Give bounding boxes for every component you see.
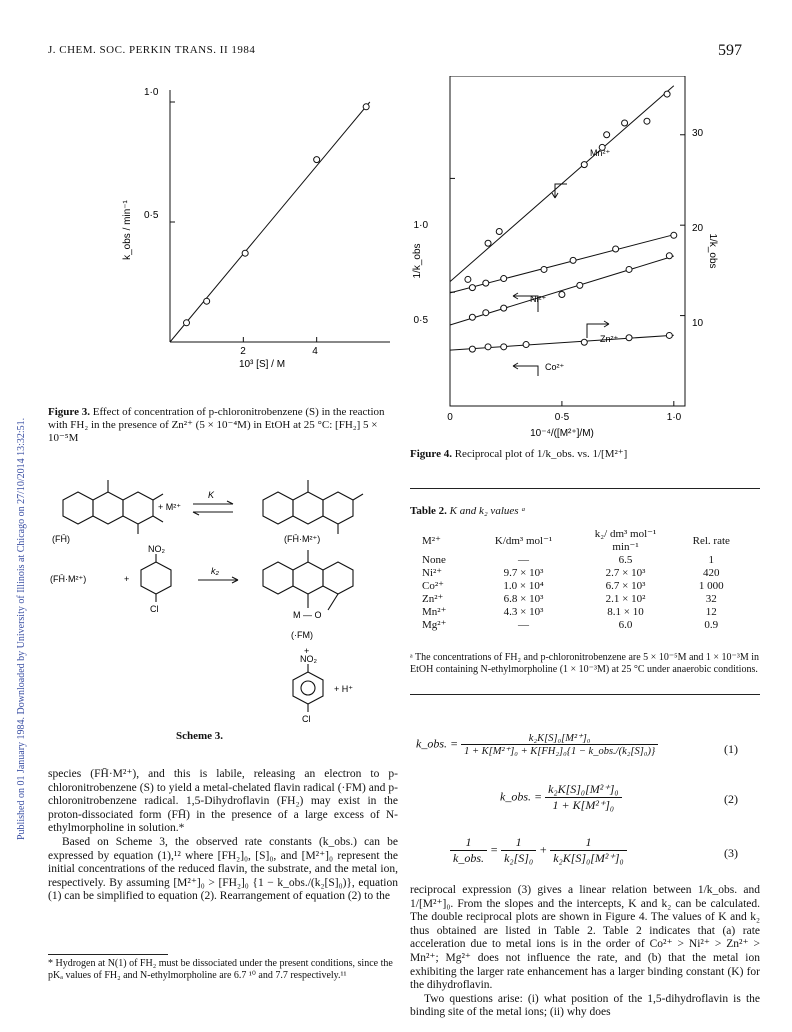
scheme-3-label: Scheme 3.: [176, 730, 224, 742]
fig4-data-point-mn: [581, 162, 587, 168]
table-cell: 1.0 × 10⁴: [503, 580, 544, 592]
fig4-data-point-zn: [469, 314, 475, 320]
table-cell: 6.7 × 10³: [605, 580, 646, 592]
footnote-rule: [48, 954, 168, 955]
scheme-label-h-plus: + H⁺: [334, 684, 354, 694]
table-header-cell: Rel. rate: [692, 534, 730, 547]
figure-3-chart: [110, 80, 400, 370]
fig4-xtick-label: 0·5: [554, 412, 570, 423]
fig3-data-point: [314, 157, 320, 163]
scheme-3-diagram: [48, 470, 403, 760]
fig4-y-axis-label-right: 1/k_obs: [707, 233, 718, 269]
page-number: 597: [718, 42, 742, 59]
eq1-number: (1): [724, 742, 738, 756]
fig3-ytick-label: 0·5: [144, 210, 159, 221]
scheme-plus: +: [124, 574, 130, 584]
fig4-data-point-mn: [465, 276, 471, 282]
eq3-number: (3): [724, 846, 738, 860]
eq3-term2-numerator: 1: [550, 835, 626, 851]
eq1-denominator: 1 + K[M²⁺]₀ + K[FH₂]₀{1 − k_obs./(k₂[S]₀)}: [464, 746, 656, 757]
running-header: J. CHEM. SOC. PERKIN TRANS. II 1984: [48, 44, 256, 56]
table-cell: Co²⁺: [422, 580, 444, 592]
table-2-top-rule: [410, 488, 760, 489]
fig3-x-axis-label: 10³ [S] / M: [238, 359, 286, 370]
scheme-label-cl: Cl: [150, 604, 159, 614]
eq2-lhs: k_obs. =: [500, 789, 543, 804]
fig4-data-point-zn: [666, 253, 672, 259]
table-2-title-label: Table 2.: [410, 505, 447, 517]
paragraph: reciprocal expression (3) gives a linear relation between 1/k_obs. and 1/[M²⁺]₀. From the slopes and the intercepts, K and k₂ can be calculated. The double reciprocal plots are shown in Figure 4. The values of K and k₂ thus obtained are listed in Table 2. Table 2 indicates that (a) rate acceleration due to metal ions is in the order of Co²⁺ > Ni²⁺ > Zn²⁺ > Mn²⁺; Mg²⁺ does not influence the rate, and (b) that the metal ion exhibiting the larger rate enhancement has a larger binding constant (K) for the dihydroflavin.: [410, 884, 760, 992]
fig3-data-point: [184, 320, 190, 326]
scheme-label-fh: (FH̄): [52, 534, 70, 544]
fig4-data-point-ni: [541, 266, 547, 272]
figure-3-caption-label: Figure 3.: [48, 406, 90, 418]
fig4-data-point-mn: [604, 132, 610, 138]
table-2-footnote: ᵃ The concentrations of FH₂ and p-chloronitrobenzene are 5 × 10⁻⁵M and 1 × 10⁻³M in EtOH containing N-ethylmorpholine (1 × 10⁻³M) at 25 °C under anaerobic conditions.: [410, 652, 759, 675]
eq1-numerator: k₂K[S]₀[M²⁺]₀: [461, 732, 658, 745]
fig4-data-point-co: [626, 335, 632, 341]
fig4-data-point-co: [666, 332, 672, 338]
fig3-ytick-label: 1·0: [144, 87, 159, 98]
eq2-number: (2): [724, 792, 738, 806]
fig4-xtick-label: 0: [447, 412, 453, 423]
fig4-ytick-right: 30: [692, 128, 704, 139]
table-header-cell: K/dm³ mol⁻¹: [494, 534, 553, 547]
fig4-data-point-zn: [483, 310, 489, 316]
eq3-term1-numerator: 1: [501, 835, 536, 851]
fig4-data-point-mn: [644, 118, 650, 124]
eq3-plus: +: [539, 842, 548, 857]
fig3-xtick-label: 2: [240, 346, 246, 357]
table-row: [418, 567, 748, 580]
equation-1: [416, 732, 746, 757]
figure-4-caption-label: Figure 4.: [410, 448, 452, 460]
scheme-label-m-o: M — O: [293, 610, 322, 620]
table-cell: None: [422, 554, 446, 566]
fig4-data-point-ni: [570, 257, 576, 263]
scheme-label-no2: NO₂: [148, 544, 165, 554]
fig4-x-axis-label: 10⁻⁴/([M²⁺]/M): [530, 428, 594, 439]
table-cell: 4.3 × 10³: [503, 606, 544, 618]
table-header-cell: k₂/ dm³ mol⁻¹ min⁻¹: [594, 528, 657, 553]
fig4-data-point-mn: [664, 91, 670, 97]
fig4-data-point-ni: [501, 276, 507, 282]
table-2-title-text: K and k₂ values ᵃ: [449, 505, 526, 517]
fig3-data-point: [242, 250, 248, 256]
eq3-lhs-numerator: 1: [450, 835, 487, 851]
fig4-data-point-co: [469, 346, 475, 352]
table-cell: 0.9: [704, 619, 719, 631]
fig4-data-point-co: [501, 344, 507, 350]
fig4-series-label-ni: Ni²⁺: [530, 294, 547, 304]
table-2: [418, 528, 748, 632]
download-sidebar-note: [2, 120, 27, 840]
table-cell: Mn²⁺: [422, 606, 447, 618]
fig4-data-point-co: [581, 339, 587, 345]
fig4-data-point-mn: [485, 240, 491, 246]
table-row: [418, 619, 748, 632]
scheme-label-k2: k₂: [211, 566, 219, 576]
fig3-data-point: [204, 298, 210, 304]
table-cell: —: [518, 619, 530, 631]
table-cell: 6.8 × 10³: [503, 593, 544, 605]
paragraph: Based on Scheme 3, the observed rate constants (k_obs.) can be expressed by equation (1),¹² where [FH₂]₀, [S]₀, and [M²⁺]₀ represent the initial concentrations of the reduced flavin, the substrate, and the metal ion, respectively. By assuming [M²⁺]₀ > [FH₂]₀ {1 − k_obs./(k₂[S]₀)}, equation (1) can be simplified to equation (2). Rearrangement of equation (2) to the: [48, 835, 398, 903]
table-cell: 2.1 × 10²: [605, 593, 646, 605]
table-cell: 8.1 × 10: [607, 606, 644, 618]
eq3-equals: =: [490, 842, 499, 857]
scheme-label-fh-m: (FH̄·M²⁺): [284, 534, 321, 544]
fig4-ytick-right: 10: [692, 318, 704, 329]
scheme-label-m2-plus: + M²⁺: [158, 502, 182, 512]
equation-3: [450, 835, 627, 866]
paragraph: Two questions arise: (i) what position of the 1,5-dihydroflavin is the binding site of the metal ions; (ii) why does: [410, 992, 760, 1019]
footnote: * Hydrogen at N(1) of FH₂ must be dissociated under the present conditions, since the pKₐ values of FH₂ and N-ethylmorpholine are 6.7 ¹⁰ and 7.7 respectively.¹¹: [48, 958, 393, 981]
fig4-data-point-zn: [559, 291, 565, 297]
fig3-y-axis-label: k_obs / min⁻¹: [122, 200, 133, 260]
equation-2: [500, 782, 622, 813]
fig4-data-point-zn: [626, 266, 632, 272]
eq3-lhs-denominator: k_obs.: [453, 851, 484, 865]
eq2-numerator: k₂K[S]₀[M²⁺]₀: [545, 782, 621, 798]
fig4-y-axis-label-left: 1/k_obs: [412, 243, 423, 279]
sidebar-text[interactable]: Published on 01 January 1984. Downloaded by University of Illinois at Chicago on 27/10/2014 13:32:51.: [16, 417, 27, 840]
fig4-series-label-mn: Mn²⁺: [590, 148, 611, 158]
figure-4-chart: [410, 76, 720, 466]
fig4-data-point-mn: [496, 229, 502, 235]
fig3-data-point: [363, 104, 369, 110]
table-cell: 12: [705, 606, 717, 618]
table-header-cell: M²⁺: [422, 534, 441, 547]
table-2-title: [410, 505, 526, 518]
table-cell: 9.7 × 10³: [503, 567, 544, 579]
scheme-3-structures: [63, 480, 363, 712]
fig4-data-point-ni: [469, 285, 475, 291]
scheme-label-k: K: [208, 490, 215, 500]
fig4-xtick-label: 1·0: [666, 412, 682, 423]
eq3-term1-denominator: k₂[S]₀: [504, 851, 534, 865]
fig4-data-point-mn: [622, 120, 628, 126]
fig4-data-point-ni: [613, 246, 619, 252]
fig4-fit-line-co: [450, 335, 674, 350]
eq2-denominator: 1 + K[M²⁺]₀: [552, 798, 615, 812]
figure-4-caption-text: Reciprocal plot of 1/k_obs. vs. 1/[M²⁺]: [454, 448, 628, 460]
scheme-label-no2: NO₂: [300, 654, 317, 664]
fig4-ytick-left: 1·0: [413, 220, 428, 231]
table-cell: 420: [703, 567, 720, 579]
table-cell: Mg²⁺: [422, 619, 447, 631]
table-row: [418, 580, 748, 593]
scheme-label-fm: (·FM): [291, 630, 313, 640]
table-cell: 6.0: [618, 619, 633, 631]
fig4-data-point-co: [485, 344, 491, 350]
fig3-xtick-label: 4: [312, 346, 318, 357]
left-column-text: [48, 768, 398, 904]
table-cell: 1 000: [698, 580, 724, 592]
scheme-label-fh-m-reactant: (FH̄·M²⁺): [50, 574, 87, 584]
table-row: [418, 593, 748, 606]
fig4-data-point-ni: [671, 232, 677, 238]
eq3-term2-denominator: k₂K[S]₀[M²⁺]₀: [553, 851, 624, 865]
table-cell: 32: [705, 593, 717, 605]
fig4-data-point-ni: [483, 280, 489, 286]
figure-3-caption-text: Effect of concentration of p-chloronitrobenzene (S) in the reaction with FH₂ in the presence of Zn²⁺ (5 × 10⁻⁴M) in EtOH at 25 °C: [FH₂] 5 × 10⁻⁵M: [48, 406, 385, 444]
table-cell: Ni²⁺: [422, 567, 443, 579]
table-2-bottom-rule: [410, 694, 760, 695]
right-column-text: [410, 884, 760, 1020]
fig4-data-point-co: [523, 342, 529, 348]
figure-3-caption: [48, 406, 398, 445]
scheme-label-cl: Cl: [302, 714, 311, 724]
table-cell: Zn²⁺: [422, 593, 444, 605]
table-cell: 1: [708, 554, 715, 566]
table-cell: 6.5: [618, 554, 633, 566]
table-cell: —: [518, 554, 530, 566]
fig4-series-label-zn: Zn²⁺: [600, 334, 619, 344]
scheme-plus: +: [304, 646, 310, 656]
fig4-ytick-right: 20: [692, 223, 704, 234]
figure-4-caption: [410, 448, 760, 461]
paragraph: species (FH̄·M²⁺), and this is labile, releasing an electron to p-chloronitrobenzene (S) to yield a metal-chelated flavin radical (·FM) and p-chloronitrobenzene radical. 1,5-Dihydroflavin (FH₂) may exist in the proton-dissociated form (FH̄) in the presence of a large excess of N-ethylmorpholine in solution.*: [48, 768, 398, 835]
fig3-fit-line: [170, 102, 370, 342]
fig4-data-point-zn: [501, 305, 507, 311]
fig4-data-point-zn: [577, 282, 583, 288]
table-row: [418, 554, 748, 567]
fig4-ytick-left: 0·5: [413, 315, 428, 326]
fig4-series-label-co: Co²⁺: [545, 362, 565, 372]
table-header-row: [418, 528, 748, 554]
table-cell: 2.7 × 10³: [605, 567, 646, 579]
table-row: [418, 606, 748, 619]
eq1-lhs: k_obs. =: [416, 736, 459, 751]
